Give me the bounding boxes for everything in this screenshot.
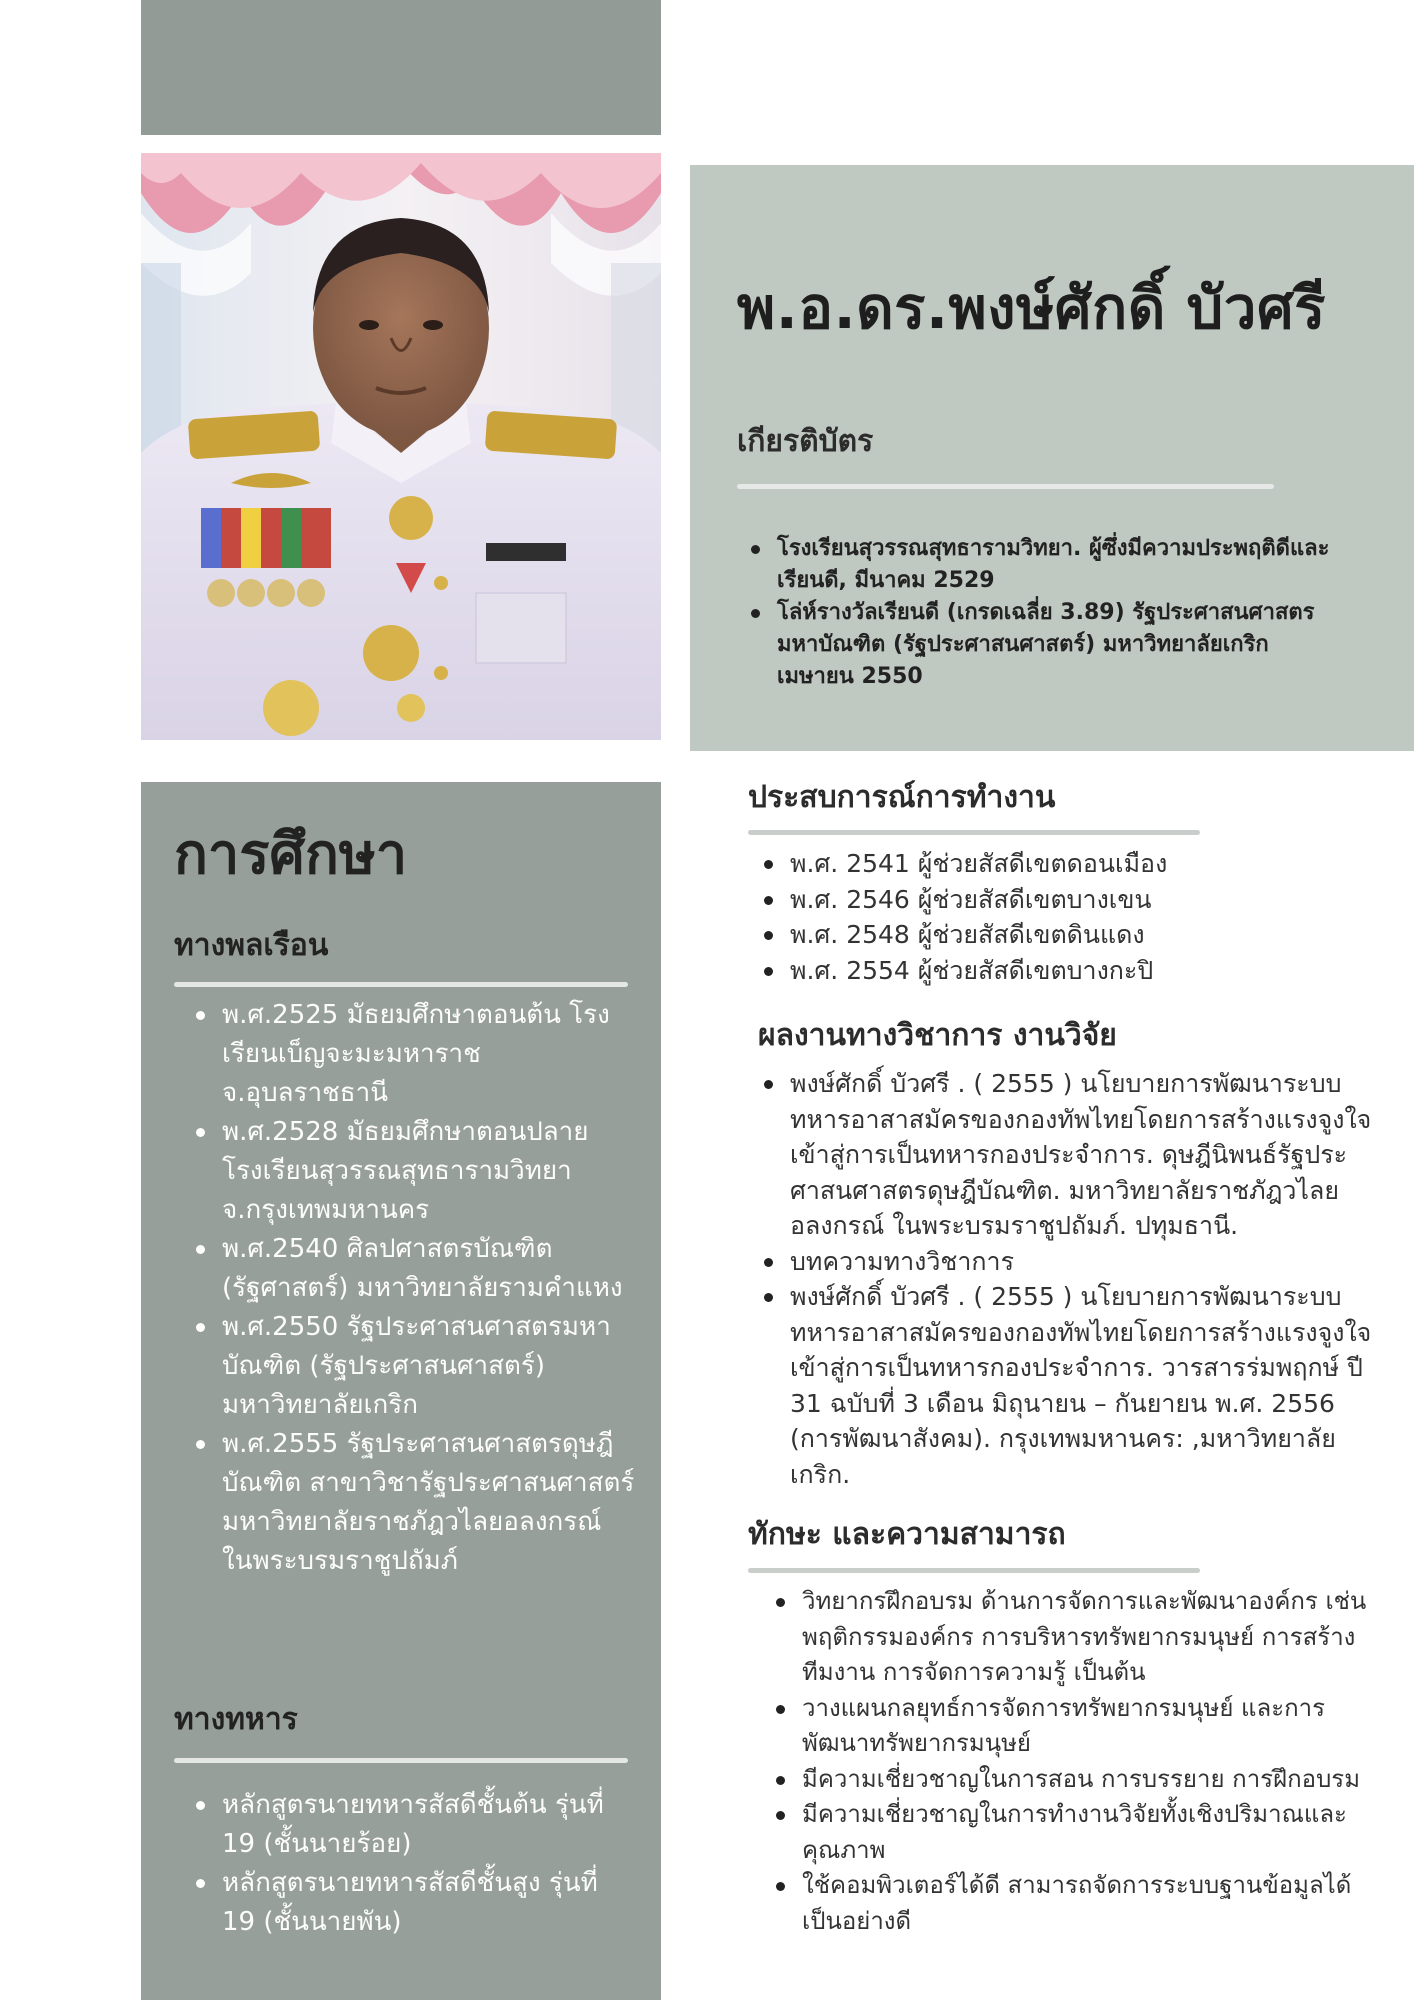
skills-item: วางแผนกลยุทธ์การจัดการทรัพยากรมนุษย์ และการพัฒนาทรัพยากรมนุษย์ <box>770 1691 1370 1762</box>
civilian-education-list <box>190 996 635 1581</box>
education-item: พ.ศ.2528 มัธยมศึกษาตอนปลาย โรงเรียนสุวรรณสุทธารามวิทยา จ.กรุงเทพมหานคร <box>190 1113 635 1230</box>
work-item: พ.ศ. 2548 ผู้ช่วยสัสดีเขตดินแดง <box>758 917 1378 953</box>
honors-item: โรงเรียนสุวรรณสุทธารามวิทยา. ผู้ซึ่งมีความประพฤติดีและเรียนดี, มีนาคม 2529 <box>745 533 1345 597</box>
research-item: พงษ์ศักดิ์ บัวศรี . ( 2555 ) นโยบายการพัฒนาระบบทหารอาสาสมัครของกองทัพไทยโดยการสร้างแรงจูงใจเข้าสู่การเป็นทหารกองประจำการ. วารสารร่มพฤกษ์ ปี 31 ฉบับที่ 3 เดือน มิถุนายน – กันยายน พ.ศ. 2556 (การพัฒนาสังคม). กรุงเทพมหานคร: ,มหาวิทยาลัยเกริก. <box>758 1279 1378 1492</box>
military-education-heading: ทางทหาร <box>174 1702 298 1737</box>
profile-photo <box>141 153 661 740</box>
skills-item: มีความเชี่ยวชาญในการสอน การบรรยาย การฝึกอบรม <box>770 1762 1370 1798</box>
research-heading: ผลงานทางวิชาการ งานวิจัย <box>758 1018 1117 1053</box>
military-divider <box>174 1758 628 1763</box>
work-item: พ.ศ. 2546 ผู้ช่วยสัสดีเขตบางเขน <box>758 882 1378 918</box>
civilian-education-heading: ทางพลเรือน <box>174 928 329 963</box>
education-item: พ.ศ.2555 รัฐประศาสนศาสตรดุษฎีบัณฑิต สาขาวิชารัฐประศาสนศาสตร์ มหาวิทยาลัยราชภัฎวไลยอลงกรณ์ ในพระบรมราชูปถัมภ์ <box>190 1425 635 1581</box>
skills-item: มีความเชี่ยวชาญในการทำงานวิจัยทั้งเชิงปริมาณและคุณภาพ <box>770 1797 1370 1868</box>
top-color-block <box>141 0 661 135</box>
skills-divider <box>748 1568 1200 1573</box>
work-list <box>758 846 1378 988</box>
work-divider <box>748 830 1200 835</box>
civilian-divider <box>174 982 628 987</box>
education-heading: การศึกษา <box>174 822 408 887</box>
honors-divider <box>737 484 1274 489</box>
work-item: พ.ศ. 2554 ผู้ช่วยสัสดีเขตบางกะปิ <box>758 953 1378 989</box>
education-item: หลักสูตรนายทหารสัสดีชั้นต้น รุ่นที่ 19 (ชั้นนายร้อย) <box>190 1786 635 1864</box>
portrait-illustration <box>141 153 661 740</box>
work-heading: ประสบการณ์การทำงาน <box>748 780 1056 815</box>
person-name: พ.อ.ดร.พงษ์ศักดิ์ บัวศรี <box>737 274 1326 342</box>
honors-heading: เกียรติบัตร <box>737 424 874 459</box>
work-item: พ.ศ. 2541 ผู้ช่วยสัสดีเขตดอนเมือง <box>758 846 1378 882</box>
education-item: หลักสูตรนายทหารสัสดีชั้นสูง รุ่นที่ 19 (ชั้นนายพัน) <box>190 1864 635 1942</box>
education-item: พ.ศ.2525 มัธยมศึกษาตอนต้น โรงเรียนเบ็ญจะมะมหาราช จ.อุบลราชธานี <box>190 996 635 1113</box>
research-list <box>758 1066 1378 1492</box>
honors-item: โล่ห์รางวัลเรียนดี (เกรดเฉลี่ย 3.89) รัฐประศาสนศาสตรมหาบัณฑิต (รัฐประศาสนศาสตร์) มหาวิทยาลัยเกริก เมษายน 2550 <box>745 597 1345 693</box>
education-item: พ.ศ.2540 ศิลปศาสตรบัณฑิต (รัฐศาสตร์) มหาวิทยาลัยรามคำแหง <box>190 1230 635 1308</box>
skills-item: วิทยากรฝึกอบรม ด้านการจัดการและพัฒนาองค์กร เช่น พฤติกรรมองค์กร การบริหารทรัพยากรมนุษย์ การสร้างทีมงาน การจัดการความรู้ เป็นต้น <box>770 1584 1370 1691</box>
research-item: พงษ์ศักดิ์ บัวศรี . ( 2555 ) นโยบายการพัฒนาระบบทหารอาสาสมัครของกองทัพไทยโดยการสร้างแรงจูงใจเข้าสู่การเป็นทหารกองประจำการ. ดุษฎีนิพนธ์รัฐประศาสนศาสตรดุษฎีบัณฑิต. มหาวิทยาลัยราชภัฎวไลยอลงกรณ์ ในพระบรมราชูปถัมภ์. ปทุมธานี. <box>758 1066 1378 1244</box>
education-item: พ.ศ.2550 รัฐประศาสนศาสตรมหาบัณฑิต (รัฐประศาสนศาสตร์) มหาวิทยาลัยเกริก <box>190 1308 635 1425</box>
honors-list <box>745 533 1345 693</box>
research-item: บทความทางวิชาการ <box>758 1244 1378 1280</box>
military-education-list <box>190 1786 635 1942</box>
skills-item: ใช้คอมพิวเตอร์ได้ดี สามารถจัดการระบบฐานข้อมูลได้เป็นอย่างดี <box>770 1868 1370 1939</box>
skills-list <box>770 1584 1370 1939</box>
skills-heading: ทักษะ และความสามารถ <box>748 1517 1066 1552</box>
